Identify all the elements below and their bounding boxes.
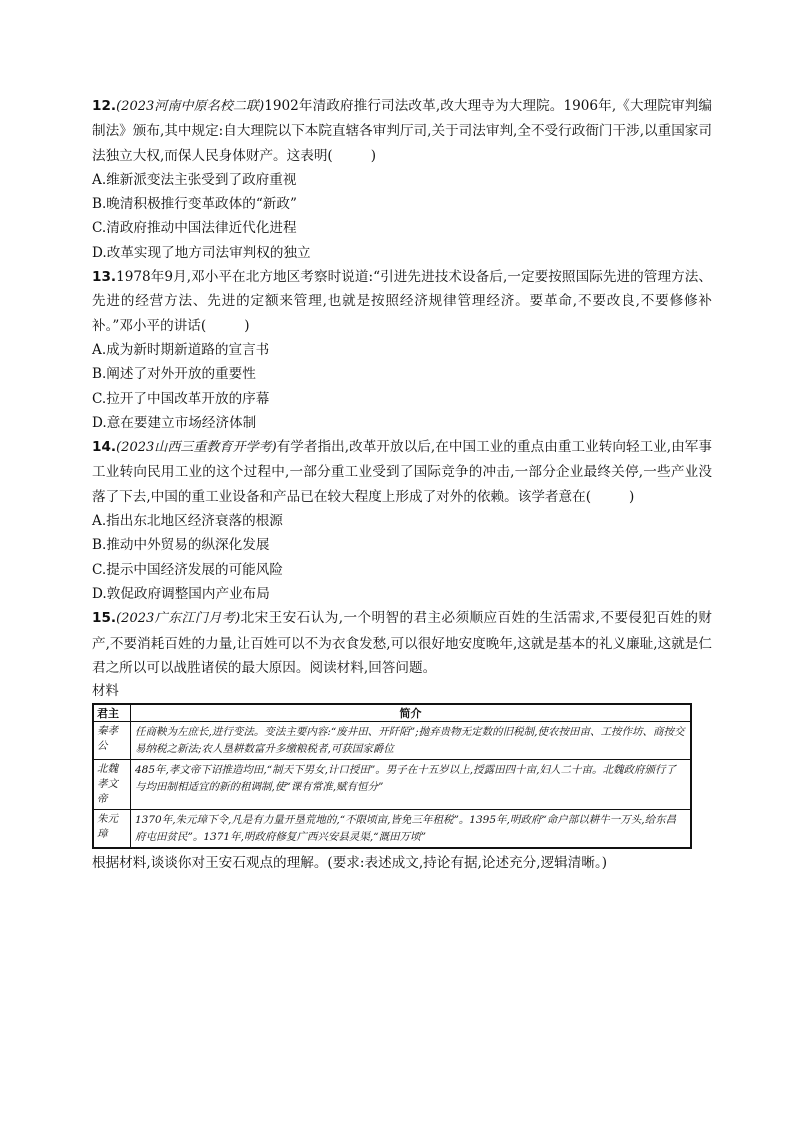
intro-cell: 1370年,朱元璋下令,凡是有力量开垦荒地的,“不限顷亩,皆免三年租税”。1395年,明政府“命户部以耕牛一万头,给东昌府屯田贫民”。1371年,明政府修复广西兴安县灵渠,“溉田万顷” [131, 810, 692, 849]
intro-cell: 任商鞅为左庶长,进行变法。变法主要内容:“废井田、开阡陌”;抛弃贵物无定数的旧税制,使农按田亩、工按作坊、商按交易纳税之新法;农人垦耕数富升多缴粮税者,可获国家爵位 [131, 722, 692, 760]
question-text: 有学者指出,改革开放以后,在中国工业的重点由重工业转向轻工业,由军事工业转向民用工业的这个过程中,一部分重工业受到了国际竞争的冲击,一部分企业最终关停,一些产业没落了下去,中国的重工业设备和产品已在较大程度上形成了对外的依赖。该学者意在( [92, 439, 712, 505]
column-header-ruler: 君主 [93, 704, 131, 722]
option-d: D.意在要建立市场经济体制 [92, 414, 257, 431]
option-d: D.敦促政府调整国内产业布局 [92, 585, 270, 602]
ruler-cell: 朱元璋 [93, 810, 131, 849]
question-15-stem: 15.(2023广东江门月考)北宋王安石认为,一个明智的君主必须顺应百姓的生活需求,不要侵犯百姓的财产,不要消耗百姓的力量,让百姓可以不为衣食发愁,可以很好地安度晚年,这就是基本的礼义廉耻,这就是仁君之所以可以战胜诸侯的最大原因。阅读材料,回答问题。 [92, 610, 713, 676]
question-source: 2023山西三重教育开学考 [121, 440, 272, 456]
option-b: B.晚清积极推行变革政体的“新政” [92, 196, 297, 213]
question-number: 14 [92, 439, 111, 456]
column-header-intro: 简介 [131, 704, 692, 722]
question-text: 1978年9月,邓小平在北方地区考察时说道:“引进先进技术设备后,一定要按照国际先进的管理方法、先进的经营方法、先进的定额来管理,也就是按照经济规律管理经济。要革命,不要改良,不要修修补补。”邓小平的讲话( [92, 269, 712, 334]
question-12-stem: 12.(2023河南中原名校二联)1902年清政府推行司法改革,改大理寺为大理院。1906年,《大理院审判编制法》颁布,其中规定:自大理院以下本院直辖各审判厅司,关于司法审判,全不受行政衙门干涉,以重国家司法独立大权,而保人民身体财产。这表明( ) [92, 98, 712, 164]
option-b: B.推动中外贸易的纵深化发展 [92, 537, 270, 554]
table-row [93, 810, 691, 849]
material-label: 材料 [92, 684, 119, 700]
intro-cell: 485年,孝文帝下诏推造均田,“制天下男女,计口授田”。男子在十五岁以上,授露田四十亩,妇人二十亩。北魏政府颁行了与均田制相适宜的新的租调制,使“课有常准,赋有恒分” [131, 760, 692, 810]
question-14-stem: 14.(2023山西三重教育开学考)有学者指出,改革开放以后,在中国工业的重点由重工业转向轻工业,由军事工业转向民用工业的这个过程中,一部分重工业受到了国际竞争的冲击,一部分企业最终关停,一些产业没落了下去,中国的重工业设备和产品已在较大程度上形成了对外的依赖。该学者意在( ) [92, 439, 712, 505]
question-source: 2023河南中原名校二联 [121, 99, 260, 114]
question-15-instruction: 根据材料,谈谈你对王安石观点的理解。(要求:表述成文,持论有据,论述充分,逻辑清晰。) [92, 855, 608, 872]
option-a: A.成为新时期新道路的宣言书 [92, 341, 270, 358]
table-row [93, 722, 691, 760]
option-b: B.阐述了对外开放的重要性 [92, 366, 256, 383]
option-c: C.拉开了中国改革开放的序幕 [92, 390, 270, 407]
ruler-cell: 秦孝公 [93, 722, 131, 760]
option-c: C.清政府推动中国法律近代化进程 [92, 220, 297, 237]
option-d: D.改革实现了地方司法审判权的独立 [92, 244, 311, 261]
option-a: A.维新派变法主张受到了政府重视 [92, 171, 297, 188]
material-table [92, 703, 692, 849]
question-source: 2023广东江门月考 [121, 611, 236, 627]
question-text: 1902年清政府推行司法改革,改大理寺为大理院。1906年,《大理院审判编制法》颁布,其中规定:自大理院以下本院直辖各审判厅司,关于司法审判,全不受行政衙门干涉,以重国家司法独立大权,而保人民身体财产。这表明( [92, 98, 712, 164]
question-13-stem: 13.1978年9月,邓小平在北方地区考察时说道:“引进先进技术设备后,一定要按照国际先进的管理方法、先进的经营方法、先进的定额来管理,也就是按照经济规律管理经济。要革命,不要改良,不要修修补补。”邓小平的讲话( ) [92, 269, 712, 334]
option-c: C.提示中国经济发展的可能风险 [92, 561, 283, 578]
table-row [93, 760, 691, 810]
ruler-cell: 北魏孝文帝 [93, 760, 131, 810]
question-text: 北宋王安石认为,一个明智的君主必须顺应百姓的生活需求,不要侵犯百姓的财产,不要消耗百姓的力量,让百姓可以不为衣食发愁,可以很好地安度晚年,这就是基本的礼义廉耻,这就是仁君之所以可以战胜诸侯的最大原因。阅读材料,回答问题。 [92, 610, 713, 676]
table-header-row [93, 704, 691, 722]
option-a: A.指出东北地区经济衰落的根源 [92, 513, 283, 530]
exam-page [92, 94, 712, 875]
question-number: 15 [92, 610, 111, 627]
question-number: 13 [92, 269, 111, 286]
question-number: 12 [92, 98, 111, 114]
